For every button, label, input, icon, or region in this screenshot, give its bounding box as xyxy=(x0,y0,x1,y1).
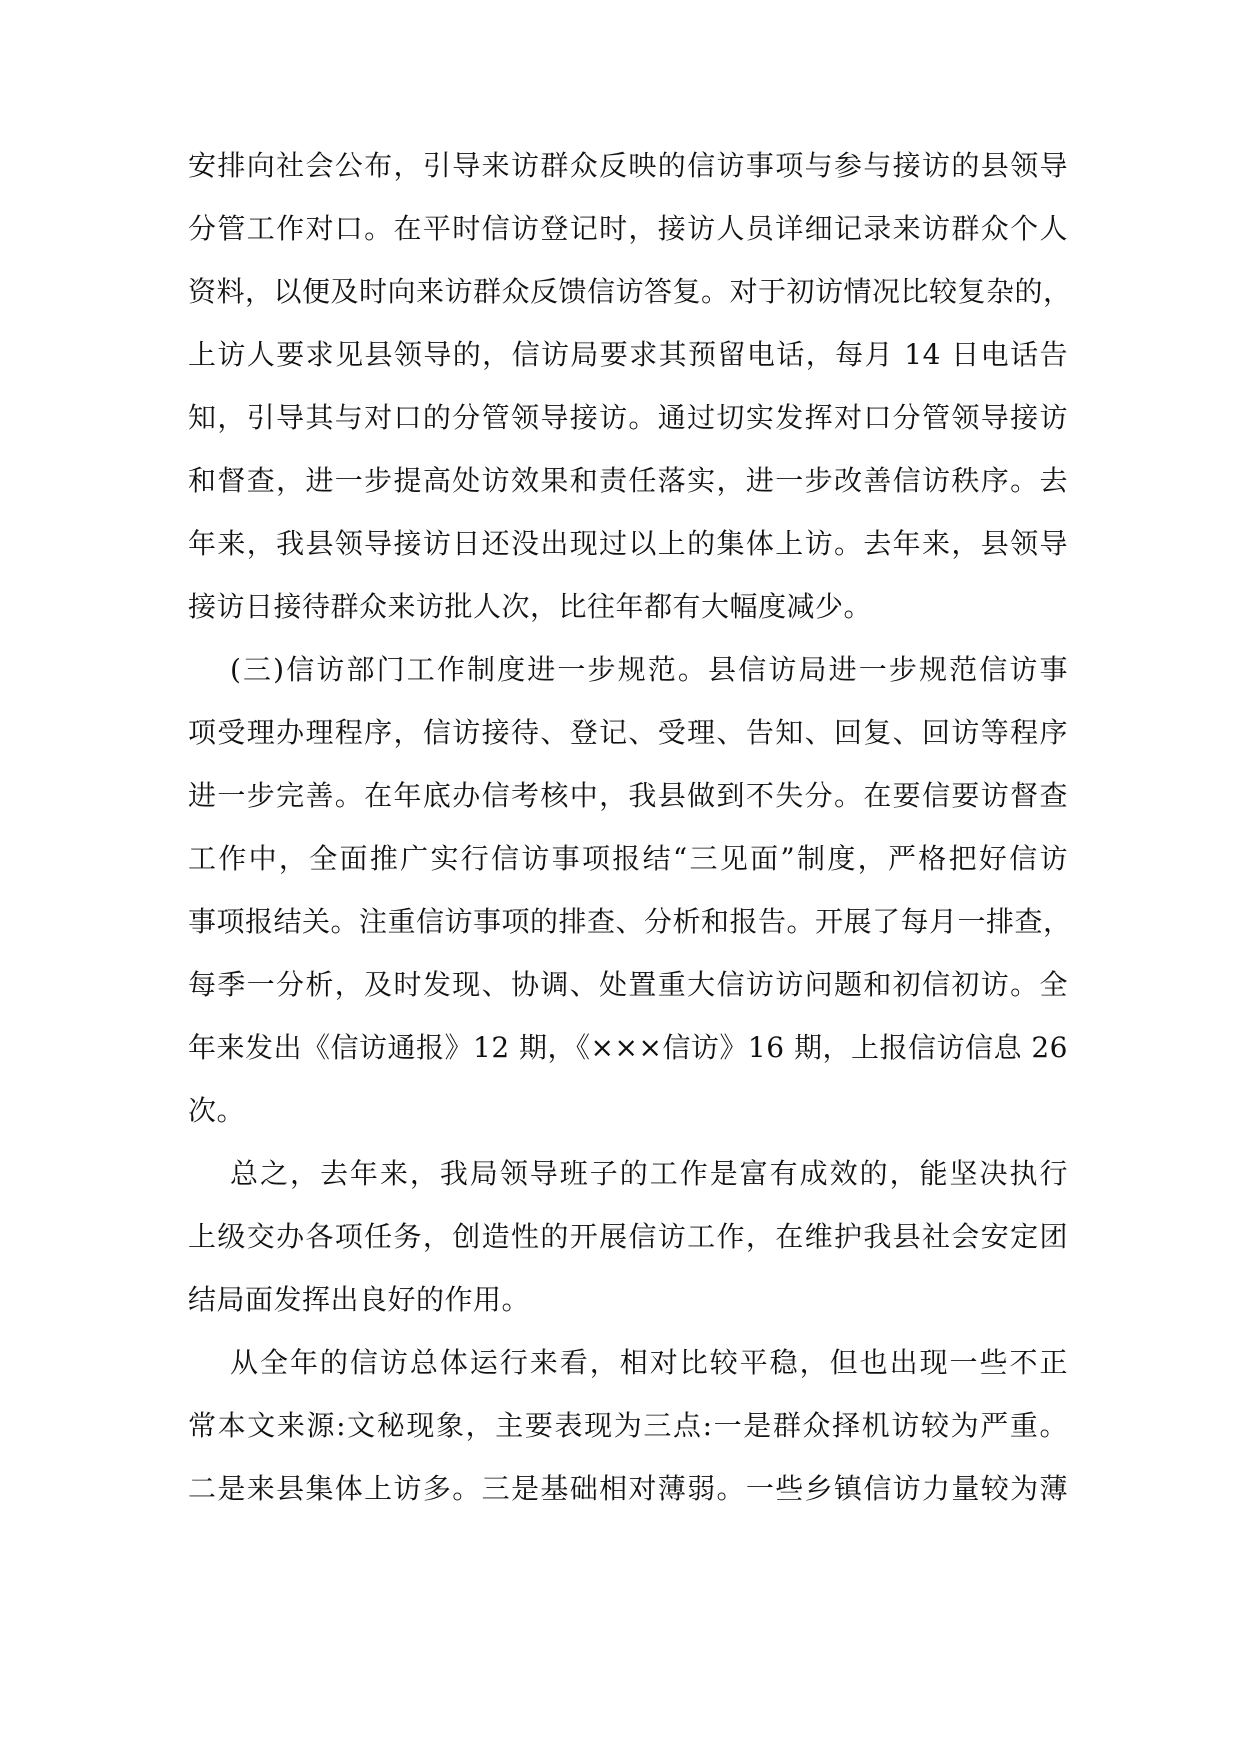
text-line: 上级交办各项任务，创造性的开展信访工作，在维护我县社会安定团 xyxy=(188,1220,1068,1253)
text-line: 年来发出《信访通报》12 期，《×××信访》16 期，上报信访信息 26 xyxy=(188,1031,1068,1064)
text-line: 次。 xyxy=(188,1094,246,1127)
text-line: 接访日接待群众来访批人次，比往年都有大幅度减少。 xyxy=(188,590,873,623)
text-line: 常本文来源:文秘现象，主要表现为三点:一是群众择机访较为严重。 xyxy=(188,1409,1068,1442)
text-line: 年来，我县领导接访日还没出现过以上的集体上访。去年来，县领导 xyxy=(188,527,1068,560)
text-line: 进一步完善。在年底办信考核中，我县做到不失分。在要信要访督查 xyxy=(188,779,1068,812)
text-line: 资料，以便及时向来访群众反馈信访答复。对于初访情况比较复杂的， xyxy=(188,275,1072,308)
text-line: (三)信访部门工作制度进一步规范。县信访局进一步规范信访事 xyxy=(230,653,1068,686)
text-line: 分管工作对口。在平时信访登记时，接访人员详细记录来访群众个人 xyxy=(188,212,1068,245)
text-line: 每季一分析，及时发现、协调、处置重大信访访问题和初信初访。全 xyxy=(188,968,1068,1001)
text-line: 上访人要求见县领导的，信访局要求其预留电话，每月 14 日电话告 xyxy=(188,338,1068,371)
text-line: 总之，去年来，我局领导班子的工作是富有成效的，能坚决执行 xyxy=(230,1157,1068,1190)
text-line: 事项报结关。注重信访事项的排查、分析和报告。开展了每月一排查， xyxy=(188,905,1072,938)
text-line: 和督查，进一步提高处访效果和责任落实，进一步改善信访秩序。去 xyxy=(188,464,1068,497)
text-line: 从全年的信访总体运行来看，相对比较平稳，但也出现一些不正 xyxy=(230,1346,1068,1379)
text-line: 知，引导其与对口的分管领导接访。通过切实发挥对口分管领导接访 xyxy=(188,401,1068,434)
text-line: 结局面发挥出良好的作用。 xyxy=(188,1283,531,1316)
text-line: 二是来县集体上访多。三是基础相对薄弱。一些乡镇信访力量较为薄 xyxy=(188,1472,1068,1505)
text-line: 工作中，全面推广实行信访事项报结“三见面”制度，严格把好信访 xyxy=(188,842,1068,875)
text-line: 安排向社会公布，引导来访群众反映的信访事项与参与接访的县领导 xyxy=(188,149,1068,182)
text-line: 项受理办理程序，信访接待、登记、受理、告知、回复、回访等程序 xyxy=(188,716,1068,749)
body-text xyxy=(188,134,1072,1520)
